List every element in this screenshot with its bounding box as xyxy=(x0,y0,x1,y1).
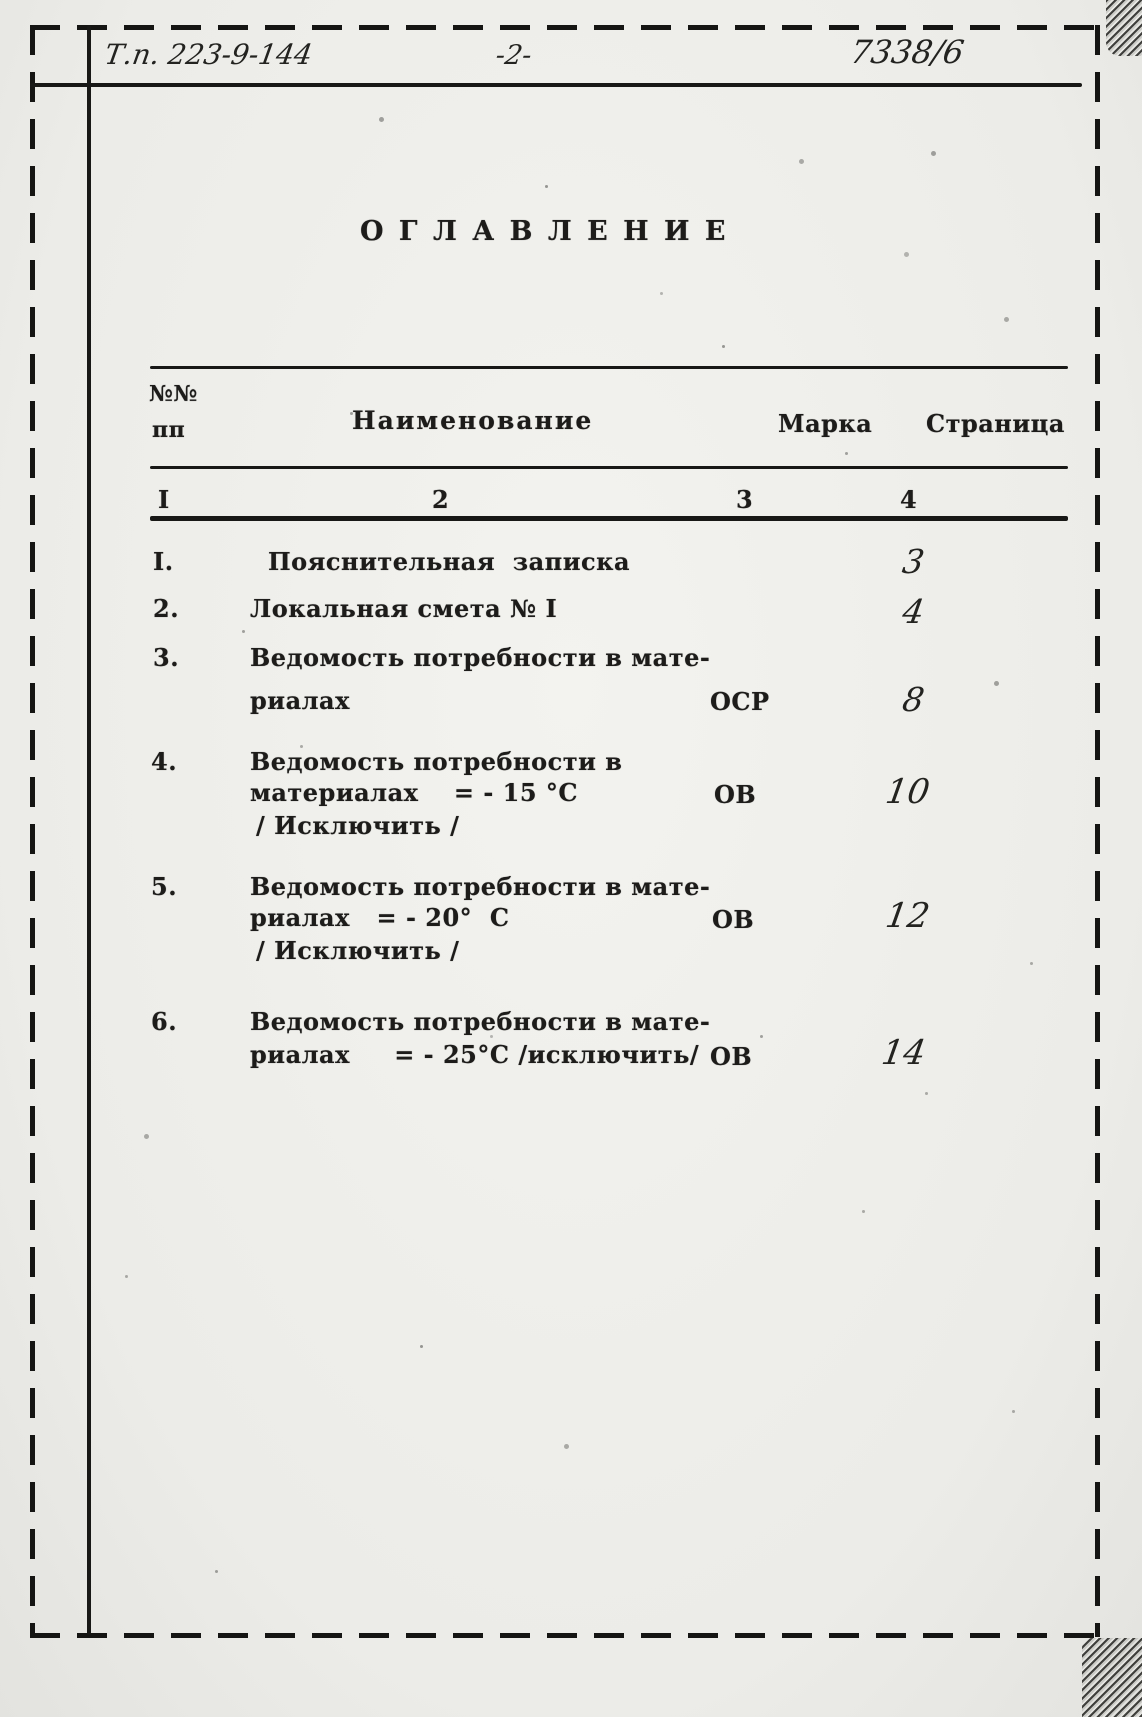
row-number: 3. xyxy=(153,643,180,672)
row-mark: ОСР xyxy=(710,687,770,716)
row-page: 14 xyxy=(878,1033,929,1073)
contents-title: О Г Л А В Л Е Н И Е xyxy=(360,216,729,247)
row-title-line: риалах = - 25°С /исключить/ xyxy=(250,1040,700,1069)
col-header-page: Страница xyxy=(926,409,1065,438)
row-title-line: Ведомость потребности в мате- xyxy=(250,643,711,672)
table-rule-under-indices xyxy=(150,516,1068,521)
page-number: -2- xyxy=(493,40,534,71)
row-title-line: Ведомость потребности в мате- xyxy=(250,872,711,901)
col-header-num-line2: пп xyxy=(152,417,186,443)
binding-margin-line xyxy=(87,25,91,1635)
scan-smudge-bottom-right xyxy=(1082,1638,1142,1717)
col-index-2: 2 xyxy=(432,485,450,514)
row-title-line: Локальная смета № I xyxy=(250,594,558,623)
row-title-line: Ведомость потребности в мате- xyxy=(250,1007,711,1036)
frame-border-top xyxy=(30,25,1100,30)
scan-smudge-top-right xyxy=(1106,0,1142,56)
table-rule-top xyxy=(150,366,1068,369)
col-header-name: Наименование xyxy=(352,406,594,435)
row-note-line: / Исключить / xyxy=(256,811,460,840)
row-number: 5. xyxy=(151,872,178,901)
col-index-4: 4 xyxy=(900,485,918,514)
row-page: 3 xyxy=(899,542,928,581)
row-note-line: / Исключить / xyxy=(256,936,460,965)
col-header-num-line1: №№ xyxy=(149,381,198,407)
row-number: 6. xyxy=(151,1007,178,1036)
doc-code: Т.п. 223-9-144 xyxy=(102,38,315,71)
row-title-line: материалах = - 15 °С xyxy=(250,778,579,807)
row-mark: ОВ xyxy=(714,780,757,809)
row-number: 4. xyxy=(151,747,178,776)
row-title-line: риалах xyxy=(250,686,350,715)
archive-number: 7338/6 xyxy=(847,33,967,71)
frame-border-right xyxy=(1095,25,1100,1637)
row-page: 10 xyxy=(882,772,933,812)
row-mark: ОВ xyxy=(710,1042,753,1071)
row-title-line: риалах = - 20° С xyxy=(250,903,510,932)
frame-border-left xyxy=(30,25,35,1637)
row-number: I. xyxy=(153,547,174,576)
col-header-mark: Марка xyxy=(778,409,873,438)
header-rule xyxy=(30,83,1082,87)
scan-noise-specks xyxy=(0,0,3,3)
row-page: 12 xyxy=(882,896,933,936)
row-page: 4 xyxy=(899,592,928,631)
row-number: 2. xyxy=(153,594,180,623)
frame-border-bottom xyxy=(30,1633,1100,1638)
row-mark: ОВ xyxy=(712,905,755,934)
row-title-line: Пояснительная записка xyxy=(268,547,631,576)
row-page: 8 xyxy=(899,680,928,719)
table-rule-under-header xyxy=(150,466,1068,469)
col-index-1: I xyxy=(158,485,170,514)
row-title-line: Ведомость потребности в xyxy=(250,747,623,776)
col-index-3: 3 xyxy=(736,485,754,514)
